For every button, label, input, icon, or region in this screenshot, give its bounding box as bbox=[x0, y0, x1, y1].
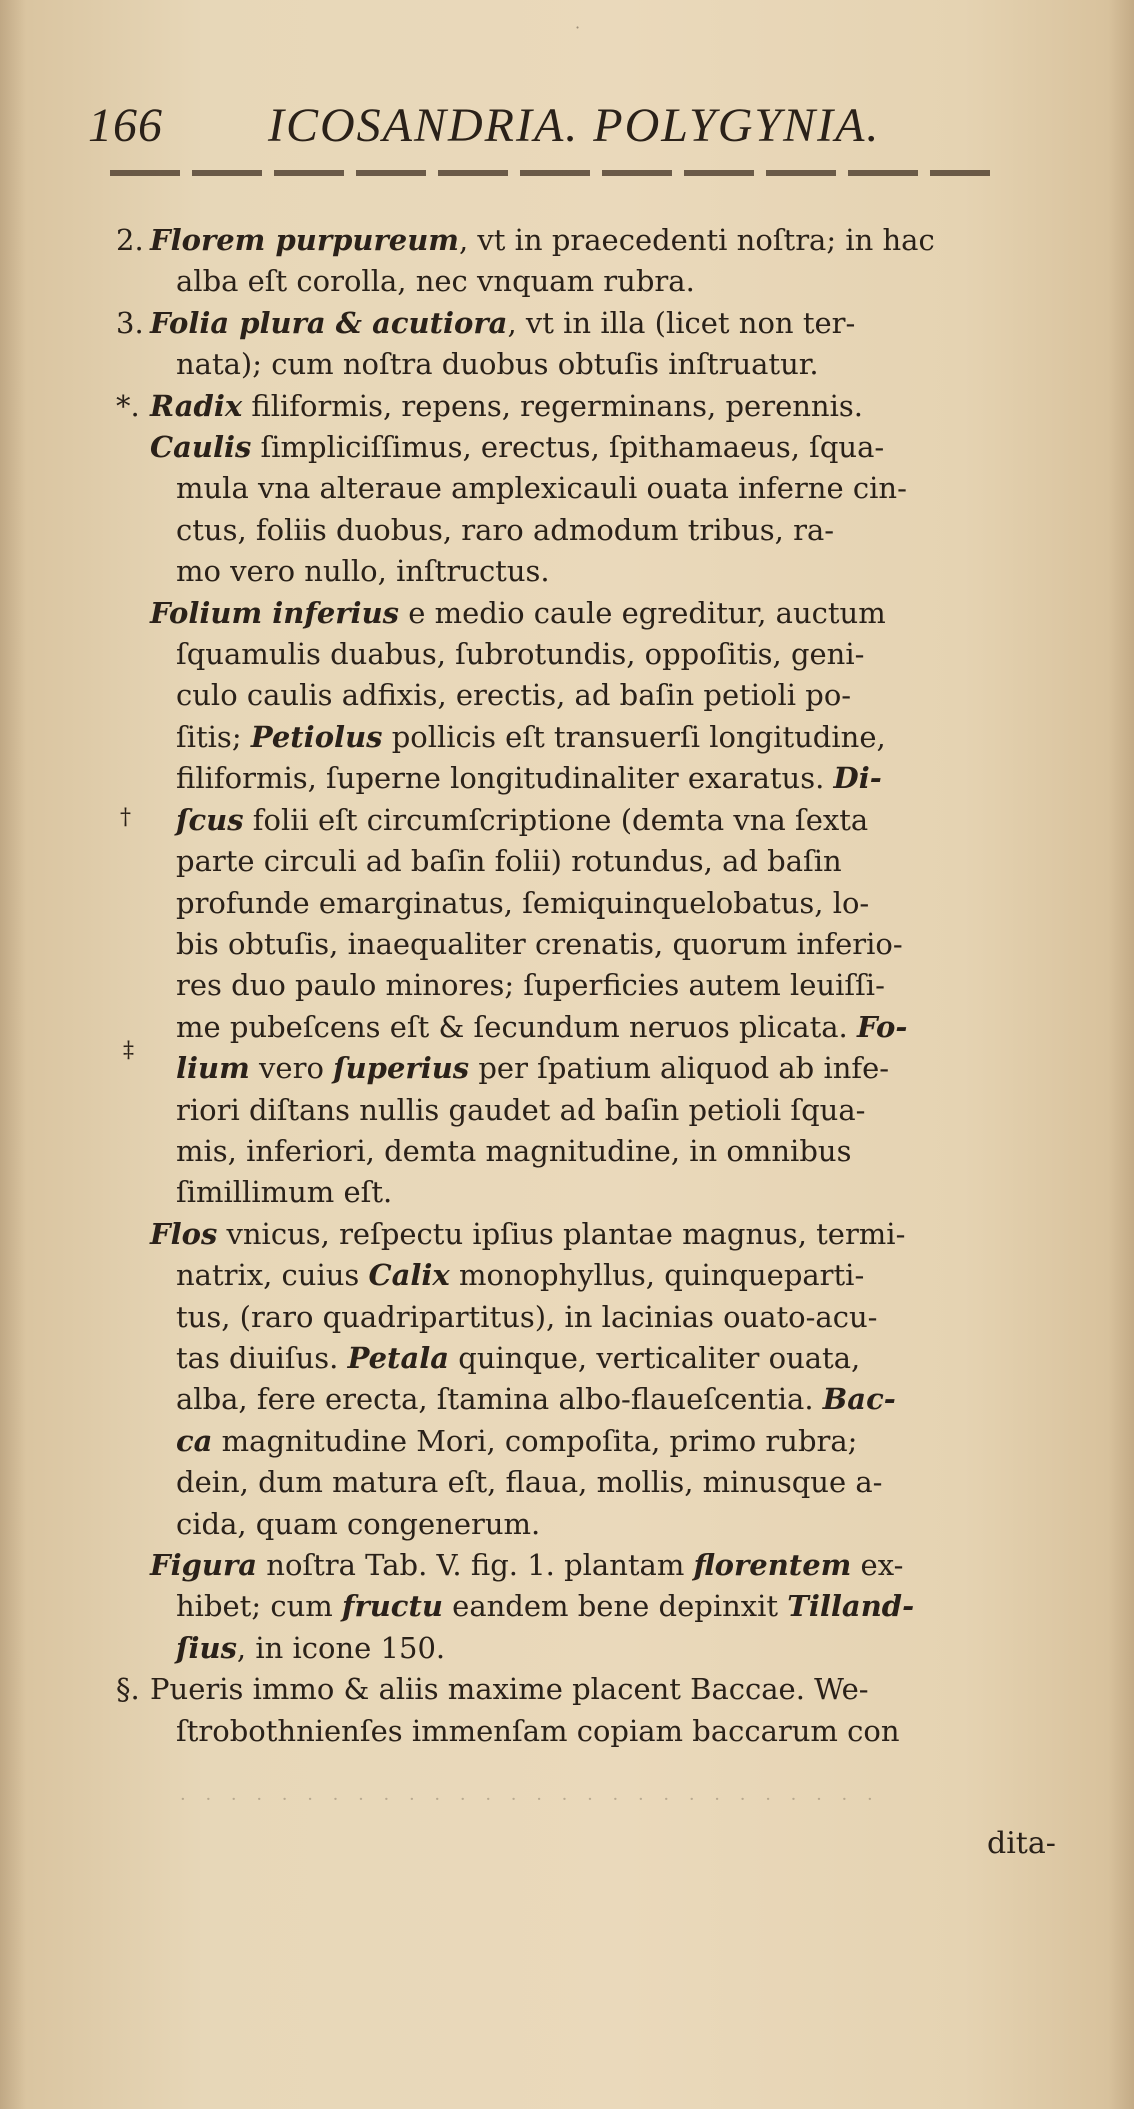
text-line: filiformis, ſuperne longitudinaliter exaratus. Di- bbox=[176, 761, 882, 796]
text-line: *. Radix filiformis, repens, regerminans, perennis. bbox=[116, 388, 863, 423]
text-line: Caulis ſimpliciſſimus, erectus, ſpithamaeus, ſqua- bbox=[150, 430, 885, 465]
catchword: dita- bbox=[987, 1826, 1056, 1861]
text-line: natrix, cuius Calix monophyllus, quinqueparti- bbox=[176, 1258, 865, 1293]
text-line: bis obtuſis, inaequaliter crenatis, quorum inferio- bbox=[176, 926, 903, 961]
text-line: parte circuli ad baſin folii) rotundus, ad baſin bbox=[176, 844, 842, 879]
text-line: lium vero ſuperius per ſpatium aliquod ab infe- bbox=[176, 1051, 890, 1086]
text-line: ſitis; Petiolus pollicis eſt transuerſi longitudine, bbox=[176, 719, 886, 754]
text-line: 2. Florem purpureum, vt in praecedenti noſtra; in hac bbox=[116, 223, 935, 257]
text-line: me pubeſcens eſt & ſecundum neruos plicata. Fo- bbox=[176, 1009, 908, 1044]
text-line: ſcus folii eſt circumſcriptione (demta vna ſexta bbox=[176, 802, 869, 837]
header-rule bbox=[110, 170, 990, 176]
text-line: ca magnitudine Mori, compoſita, primo rubra; bbox=[176, 1423, 858, 1458]
text-line: riori diſtans nullis gaudet ad baſin petioli ſqua- bbox=[176, 1092, 866, 1127]
faint-bleedthrough: · · · · · · · · · · · · · · · · · · · · · · · · · · · · bbox=[180, 1789, 880, 1810]
right-page-shadow bbox=[1108, 0, 1134, 2109]
text-line: ſquamulis duabus, ſubrotundis, oppoſitis, geni- bbox=[176, 637, 865, 672]
text-line: Folium inferius e medio caule egreditur, auctum bbox=[150, 595, 886, 630]
text-line: ctus, foliis duobus, raro admodum tribus, ra- bbox=[176, 512, 835, 547]
text-line: tas diuiſus. Petala quinque, verticaliter ouata, bbox=[176, 1340, 861, 1375]
text-line: hibet; cum fructu eandem bene depinxit Tilland- bbox=[176, 1589, 915, 1624]
running-head: ICOSANDRIA. POLYGYNIA. bbox=[268, 99, 881, 152]
text-line: profunde emarginatus, ſemiquinquelobatus, lo- bbox=[176, 885, 870, 920]
text-line: mis, inferiori, demta magnitudine, in omnibus bbox=[176, 1133, 852, 1168]
text-line: Figura noſtra Tab. V. fig. 1. plantam florentem ex- bbox=[150, 1548, 904, 1582]
text-line: §. Pueris immo & aliis maxime placent Baccae. We- bbox=[116, 1672, 869, 1707]
left-page-shadow bbox=[0, 0, 26, 2109]
text-line: cida, quam congenerum. bbox=[176, 1506, 541, 1541]
text-line: ſtrobothnienſes immenſam copiam baccarum con bbox=[176, 1713, 900, 1748]
page-header bbox=[88, 98, 1028, 168]
text-line: nata); cum noſtra duobus obtuſis inſtruatur. bbox=[176, 347, 819, 382]
text-line: res duo paulo minores; ſuperficies autem leuiſſi- bbox=[176, 968, 885, 1003]
text-line: dein, dum matura eſt, flaua, mollis, minusque a- bbox=[176, 1465, 883, 1500]
margin-mark: ‡ bbox=[123, 1038, 134, 1063]
text-line: tus, (raro quadripartitus), in lacinias ouato-acu- bbox=[176, 1299, 878, 1334]
text-line: culo caulis adfixis, erectis, ad baſin petioli po- bbox=[176, 678, 852, 713]
text-line: alba eſt corolla, nec vnquam rubra. bbox=[176, 264, 695, 299]
text-line: mo vero nullo, inſtructus. bbox=[176, 554, 550, 589]
text-line: mula vna alteraue amplexicauli ouata inferne cin- bbox=[176, 471, 907, 506]
text-line: Flos vnicus, reſpectu ipſius plantae magnus, termi- bbox=[150, 1216, 906, 1251]
text-line: ſimillimum eſt. bbox=[176, 1175, 393, 1210]
page-number: 166 bbox=[88, 99, 163, 152]
text-line: ſius, in icone 150. bbox=[176, 1630, 446, 1665]
text-line: 3. Folia plura & acutiora, vt in illa (licet non ter- bbox=[116, 305, 856, 340]
text-line: alba, fere erecta, ſtamina albo-flaueſcentia. Bac- bbox=[176, 1382, 896, 1417]
margin-mark: † bbox=[120, 805, 131, 830]
top-mark: · bbox=[575, 18, 581, 37]
main-text bbox=[116, 220, 1080, 1752]
